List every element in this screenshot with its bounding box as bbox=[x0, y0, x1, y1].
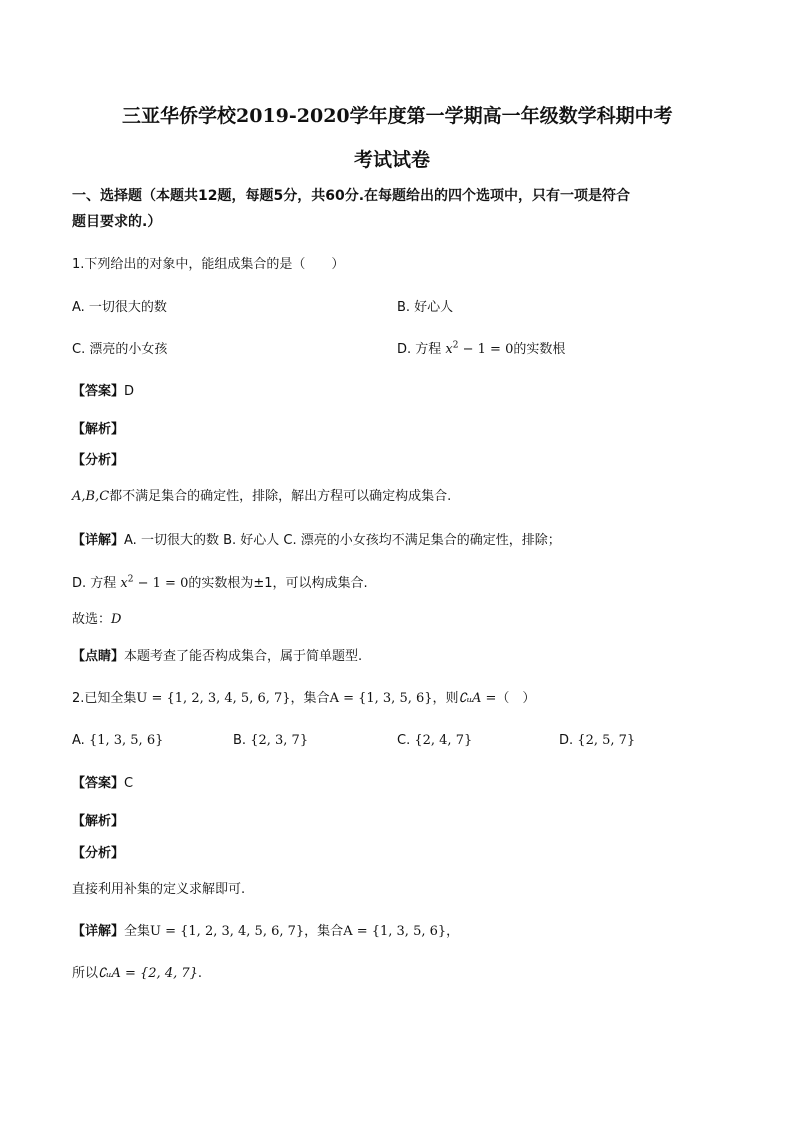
xiangjie-label: 【详解】 bbox=[72, 924, 125, 939]
q2-option-a bbox=[72, 732, 163, 750]
page-title: 三亚华侨学校2019-2020学年度第一学期高一年级数学科期中考 bbox=[122, 105, 673, 127]
q1-option-d-math-exp: 2 bbox=[452, 340, 459, 351]
q1-option-d-prefix: D. 方程 bbox=[397, 342, 442, 357]
q2-xiangjie-u: U = {1, 2, 3, 4, 5, 6, 7} bbox=[150, 924, 305, 939]
q1-d-line-prefix: D. 方程 bbox=[72, 576, 117, 591]
q2-option-b bbox=[233, 732, 308, 750]
q2-option-c-letter: C. bbox=[397, 733, 411, 748]
section-heading-continued: 题目要求的.） bbox=[72, 214, 162, 230]
q1-answer bbox=[72, 383, 134, 401]
q2-conclusion-prefix: 所以 bbox=[72, 966, 99, 981]
guxuan-math: D bbox=[111, 612, 122, 627]
q1-option-c: C. 漂亮的小女孩 bbox=[72, 342, 168, 357]
q2-conclusion bbox=[72, 965, 202, 983]
q2-stem-prefix: 2.已知全集 bbox=[72, 691, 137, 706]
q2-fenxi-text: 直接利用补集的定义求解即可. bbox=[72, 882, 246, 897]
q1-fenxi-body: 都不满足集合的确定性，排除，解出方程可以确定构成集合. bbox=[109, 489, 452, 504]
q1-d-line-math-x: x bbox=[120, 576, 128, 591]
xiangjie-body: A. 一切很大的数 B. 好心人 C. 漂亮的小女孩均不满足集合的确定性，排除； bbox=[124, 533, 561, 548]
q2-stem-a: A = {1, 3, 5, 6} bbox=[329, 691, 433, 706]
q2-xiangjie-text1: 全集 bbox=[124, 924, 151, 939]
q2-xiangjie bbox=[72, 923, 459, 941]
q2-jiexi-label: 【解析】 bbox=[72, 814, 125, 829]
q2-option-a-set: {1, 3, 5, 6} bbox=[88, 733, 164, 748]
q1-option-d-math-rest: − 1 = 0 bbox=[458, 342, 514, 357]
q1-guxuan bbox=[72, 611, 121, 629]
q2-stem-mid: ，集合 bbox=[290, 691, 330, 706]
page-title-continued: 考试试卷 bbox=[354, 149, 431, 171]
xiangjie-label: 【详解】 bbox=[72, 533, 125, 548]
q2-xiangjie-text3: ， bbox=[446, 924, 460, 939]
q2-conclusion-math: ∁ᵤA = {2, 4, 7} bbox=[98, 966, 198, 981]
q1-jiexi-label: 【解析】 bbox=[72, 422, 125, 437]
q1-d-line bbox=[72, 575, 368, 593]
dianjing-label: 【点睛】 bbox=[72, 649, 125, 664]
q1-xiangjie bbox=[72, 532, 561, 550]
answer-value: C bbox=[124, 776, 134, 791]
q1-fenxi-text bbox=[72, 488, 451, 506]
q2-conclusion-suffix: . bbox=[197, 966, 203, 981]
section-heading: 一、选择题（本题共12题，每题5分，共60分.在每题给出的四个选项中，只有一项是符合 bbox=[72, 188, 631, 204]
q1-option-d-suffix: 的实数根 bbox=[513, 342, 566, 357]
q2-fenxi-label: 【分析】 bbox=[72, 846, 125, 861]
q2-xiangjie-text2: ，集合 bbox=[304, 924, 344, 939]
q2-option-c-set: {2, 4, 7} bbox=[414, 733, 473, 748]
guxuan-text: 故选： bbox=[72, 612, 112, 627]
q2-option-b-letter: B. bbox=[233, 733, 247, 748]
question-2-stem bbox=[72, 690, 535, 708]
q2-answer bbox=[72, 775, 133, 793]
q2-stem-complement: ∁ᵤA = bbox=[458, 691, 497, 706]
answer-label: 【答案】 bbox=[72, 776, 125, 791]
q1-dianjing bbox=[72, 648, 362, 666]
q1-fenxi-label: 【分析】 bbox=[72, 453, 125, 468]
q1-option-a: A. 一切很大的数 bbox=[72, 300, 167, 315]
q2-option-c bbox=[397, 732, 472, 750]
q2-option-d-letter: D. bbox=[559, 733, 574, 748]
q1-d-line-suffix: 的实数根为±1，可以构成集合. bbox=[188, 576, 368, 591]
q1-option-d-math-x: x bbox=[445, 342, 453, 357]
q2-option-d bbox=[559, 732, 635, 750]
dianjing-body: 本题考查了能否构成集合，属于简单题型. bbox=[124, 649, 363, 664]
q2-xiangjie-a: A = {1, 3, 5, 6} bbox=[343, 924, 447, 939]
q1-fenxi-math: A,B,C bbox=[72, 489, 110, 504]
answer-label: 【答案】 bbox=[72, 384, 125, 399]
q2-stem-suffix: （ ） bbox=[496, 691, 536, 706]
q1-option-d bbox=[397, 341, 565, 359]
q2-stem-mid2: ，则 bbox=[432, 691, 459, 706]
q2-option-d-set: {2, 5, 7} bbox=[577, 733, 636, 748]
answer-value: D bbox=[124, 384, 135, 399]
q2-option-b-set: {2, 3, 7} bbox=[250, 733, 309, 748]
q2-stem-u: U = {1, 2, 3, 4, 5, 6, 7} bbox=[136, 691, 291, 706]
q2-option-a-letter: A. bbox=[72, 733, 85, 748]
q1-d-line-math-rest: − 1 = 0 bbox=[133, 576, 189, 591]
q1-option-b: B. 好心人 bbox=[397, 300, 454, 315]
question-1-stem: 1.下列给出的对象中，能组成集合的是（ ） bbox=[72, 257, 345, 272]
q1-d-line-math-exp: 2 bbox=[127, 574, 134, 585]
